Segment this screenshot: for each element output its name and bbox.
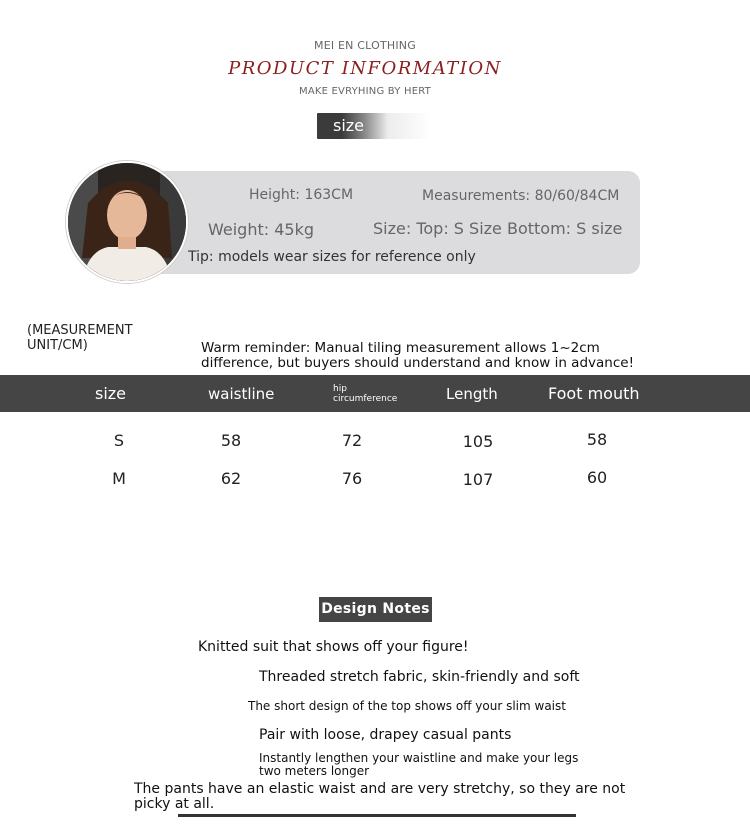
brand-slogan: MAKE EVRYHING BY HERT: [299, 86, 431, 97]
design-note: Threaded stretch fabric, skin-friendly and soft: [259, 669, 580, 685]
design-note: Pair with loose, drapey casual pants: [259, 727, 512, 743]
header-size: size: [95, 384, 127, 403]
cell-waistline: 62: [220, 469, 242, 488]
brand-name: MEI EN CLOTHING: [314, 39, 416, 52]
model-tip: Tip: models wear sizes for reference only: [188, 249, 476, 265]
model-photo-illustration: [68, 163, 186, 281]
cell-foot-mouth: 58: [586, 430, 608, 449]
size-table-header: [0, 375, 750, 412]
design-notes-title: Design Notes: [319, 597, 432, 622]
header-length: Length: [446, 384, 498, 403]
size-section-label: size: [333, 116, 365, 135]
model-weight: Weight: 45kg: [208, 220, 314, 239]
cell-length: 107: [462, 470, 494, 489]
design-note: Instantly lengthen your waistline and make your legs two meters longer: [259, 751, 579, 778]
model-height: Height: 163CM: [249, 187, 354, 203]
header-hip-line2: circumference: [333, 393, 398, 404]
design-note: Knitted suit that shows off your figure!: [198, 639, 469, 655]
model-photo: [66, 161, 188, 283]
design-note: The pants have an elastic waist and are very stretchy, so they are not picky at all.: [134, 781, 626, 812]
cell-hip: 72: [341, 431, 363, 450]
header-foot-mouth: Foot mouth: [548, 384, 640, 403]
header-waistline: waistline: [208, 384, 275, 403]
cell-size: S: [113, 431, 125, 450]
page-title: PRODUCT INFORMATION: [228, 58, 502, 79]
cell-foot-mouth: 60: [586, 468, 608, 487]
cell-hip: 76: [341, 469, 363, 488]
divider: [178, 814, 576, 817]
measurement-reminder: Warm reminder: Manual tiling measurement allows 1~2cm difference, but buyers should understand and know in advance!: [201, 340, 634, 371]
header-hip-circumference: [333, 375, 397, 412]
model-measurements: Measurements: 80/60/84CM: [422, 188, 620, 204]
cell-waistline: 58: [220, 431, 242, 450]
model-size: Size: Top: S Size Bottom: S size: [373, 219, 623, 238]
measurement-unit: (MEASUREMENT UNIT/CM): [27, 323, 133, 353]
cell-size: M: [112, 469, 126, 488]
cell-length: 105: [462, 432, 494, 451]
size-section-tag: [317, 113, 431, 139]
design-note: The short design of the top shows off your slim waist: [248, 699, 566, 713]
header-hip-line1: hip: [333, 383, 347, 394]
